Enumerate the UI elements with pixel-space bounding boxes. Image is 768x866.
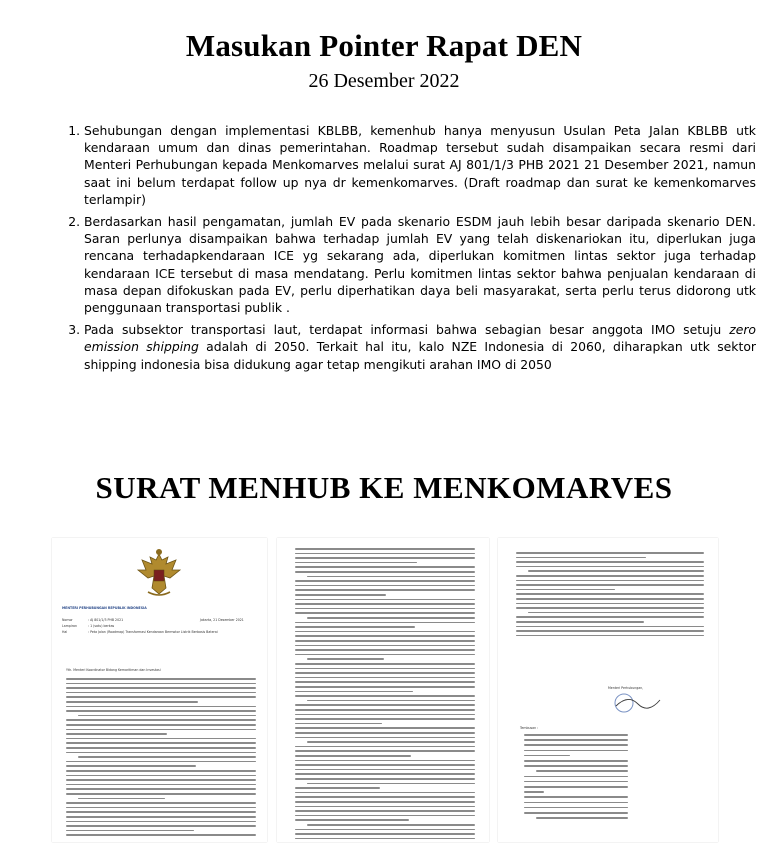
text-line — [295, 769, 475, 771]
text-line — [516, 607, 704, 609]
text-line — [307, 700, 475, 702]
text-line — [524, 786, 628, 788]
list-item-text: Berdasarkan hasil pengamatan, jumlah EV pada skenario ESDM jauh lebih besar daripada skenario DEN. Saran perlunya disampaikan bahwa terhadap jumlah EV yang telah diskenariokan itu, diperlukan juga rencana terhadapkendaraan ICE yg sekarang ada, diperlukan komitmen lintas sektor juga terhadap kendaraan ICE tersebut di masa mendatang. Perlu komitmen lintas sektor bahwa penjualan kendaraan di masa depan difokuskan pada EV, perlu diperhatikan daya beli masyarakat, serta perlu terus didorong utk penggunaan transportasi publik . — [84, 214, 756, 316]
text-line — [295, 819, 409, 821]
text-line — [516, 575, 704, 577]
number-label: Nomor — [62, 618, 73, 622]
text-line — [524, 776, 628, 778]
text-line — [66, 687, 256, 689]
text-line — [295, 681, 475, 683]
text-line — [295, 557, 475, 559]
text-line — [66, 696, 256, 698]
text-line — [516, 616, 704, 618]
text-line — [66, 811, 256, 813]
text-line — [295, 709, 475, 711]
signature-label: Menteri Perhubungan, — [608, 686, 644, 690]
text-line — [295, 654, 475, 656]
text-line — [295, 838, 475, 840]
text-line — [307, 576, 475, 578]
text-line — [295, 677, 475, 679]
text-line — [66, 775, 256, 777]
text-line — [66, 779, 256, 781]
text-line — [66, 719, 256, 721]
city-date: Jakarta, 21 Desember 2021 — [200, 618, 244, 622]
text-line — [295, 833, 475, 835]
text-line — [66, 816, 256, 818]
text-line — [295, 562, 417, 564]
text-line — [295, 608, 475, 610]
text-line — [295, 686, 475, 688]
text-line — [295, 755, 411, 757]
recipient: Yth. Menteri Koordinator Bidang Kemaritiman dan Investasi — [66, 668, 161, 672]
text-line — [295, 622, 475, 624]
text-line — [66, 683, 256, 685]
text-line — [66, 834, 256, 836]
text-line — [295, 626, 415, 628]
list-item-text: adalah di 2050. Terkait hal itu, kalo NZE Indonesia di 2060, diharapkan utk sektor shipping indonesia bisa didukung agar tetap mengikuti arahan IMO di 2050 — [84, 339, 756, 372]
text-line — [295, 815, 475, 817]
text-line — [524, 734, 628, 736]
text-line — [66, 692, 256, 694]
italic-phrase: zero emission shipping — [84, 322, 756, 355]
text-line — [295, 589, 475, 591]
text-line — [66, 784, 256, 786]
list-item-text: Sehubungan dengan implementasi KBLBB, kemenhub hanya menyusun Usulan Peta Jalan KBLBB utk kendaraan umum dan dinas pemerintahan. Roadmap tersebut sudah disampaikan secara resmi dari Menteri Perhubungan kepada Menkomarves melalui surat AJ 801/1/3 PHB 2021 21 Desember 2021, namun saat ini belum terdapat follow up nya dr kemenkomarves. (Draft roadmap dan surat ke kemenkomarves terlampir) — [84, 123, 756, 207]
text-line — [516, 589, 615, 591]
text-line — [295, 718, 475, 720]
text-line — [524, 802, 628, 804]
text-line — [528, 570, 704, 572]
pointer-list — [54, 122, 756, 378]
lampiran-label: Lampiran — [62, 624, 78, 628]
text-line — [295, 737, 475, 739]
text-line — [66, 710, 256, 712]
text-line — [66, 678, 256, 680]
text-line — [295, 580, 475, 582]
text-line — [524, 750, 628, 752]
text-line — [295, 548, 475, 550]
text-line — [66, 793, 256, 795]
text-line — [66, 761, 256, 763]
text-line — [66, 733, 167, 735]
letter-page-1-thumbnail — [52, 538, 267, 842]
text-line — [516, 593, 704, 595]
section-title: SURAT MENHUB KE MENKOMARVES — [95, 470, 673, 505]
text-line — [295, 672, 475, 674]
text-line — [295, 599, 475, 601]
text-line — [295, 631, 475, 633]
text-line — [295, 806, 475, 808]
text-line — [295, 801, 475, 803]
text-line — [78, 715, 256, 717]
text-line — [295, 704, 475, 706]
hal-value: : Peta Jalan (Roadmap) Transformasi Kendaraan Bermotor Listrik Berbasis Baterai — [88, 630, 218, 634]
text-line — [516, 561, 704, 563]
text-line — [66, 807, 256, 809]
list-item-3 — [84, 321, 756, 373]
text-line — [295, 649, 475, 651]
text-line — [295, 594, 386, 596]
text-line — [66, 821, 256, 823]
text-line — [516, 621, 644, 623]
text-line — [524, 807, 628, 809]
text-line — [295, 787, 380, 789]
text-line — [295, 695, 475, 697]
text-line — [295, 732, 475, 734]
text-line — [66, 770, 256, 772]
text-line — [524, 760, 628, 762]
text-line — [295, 663, 475, 665]
text-line — [307, 824, 475, 826]
text-line — [295, 764, 475, 766]
text-line — [295, 760, 475, 762]
text-line — [516, 557, 646, 559]
text-line — [524, 781, 628, 783]
text-line — [295, 778, 475, 780]
text-line — [295, 723, 382, 725]
text-line — [516, 603, 704, 605]
text-line — [66, 802, 256, 804]
text-line — [524, 739, 628, 741]
list-item-1 — [84, 122, 756, 208]
text-line — [295, 714, 475, 716]
text-line — [516, 626, 704, 628]
letterhead-text: MENTERI PERHUBUNGAN REPUBLIK INDONESIA — [62, 606, 147, 610]
text-line — [307, 741, 475, 743]
text-line — [66, 825, 256, 827]
text-line — [524, 755, 570, 757]
text-line — [295, 746, 475, 748]
page-title: Masukan Pointer Rapat DEN — [185, 28, 583, 63]
number-value: : AJ 801/1/3 PHB 2021 — [88, 618, 124, 622]
letter-page-2-thumbnail — [277, 538, 489, 842]
list-item-2 — [84, 213, 756, 316]
text-line — [536, 817, 628, 819]
text-line — [66, 788, 256, 790]
text-line — [66, 706, 256, 708]
text-line — [295, 566, 475, 568]
text-line — [516, 552, 704, 554]
text-line — [295, 773, 475, 775]
text-line — [66, 724, 256, 726]
meeting-date: 26 Desember 2022 — [308, 70, 460, 92]
text-line — [66, 738, 256, 740]
text-line — [66, 747, 256, 749]
text-line — [295, 603, 475, 605]
text-line — [307, 658, 384, 660]
list-item-text: Pada subsektor transportasi laut, terdapat informasi bahwa sebagian besar anggota IMO setuju — [84, 322, 730, 338]
text-line — [66, 830, 194, 832]
text-line — [516, 584, 704, 586]
text-line — [295, 640, 475, 642]
text-line — [295, 750, 475, 752]
text-line — [66, 729, 256, 731]
text-line — [66, 752, 256, 754]
text-line — [528, 612, 704, 614]
text-line — [516, 630, 704, 632]
text-line — [516, 635, 704, 637]
text-line — [78, 756, 256, 758]
lampiran-value: : 1 (satu) berkas — [88, 624, 115, 628]
text-line — [295, 691, 413, 693]
text-line — [295, 668, 475, 670]
text-line — [295, 612, 475, 614]
text-line — [66, 765, 196, 767]
text-line — [524, 765, 628, 767]
text-line — [516, 580, 704, 582]
text-line — [295, 792, 475, 794]
text-line — [295, 796, 475, 798]
text-line — [524, 796, 628, 798]
signature-mark-icon — [610, 692, 670, 714]
letter-page-3-thumbnail — [498, 538, 718, 842]
tembusan-label: Tembusan : — [520, 726, 539, 730]
text-line — [295, 810, 475, 812]
text-line — [307, 783, 475, 785]
text-line — [536, 770, 628, 772]
text-line — [295, 635, 475, 637]
text-line — [66, 701, 198, 703]
text-line — [78, 798, 165, 800]
text-line — [295, 727, 475, 729]
text-line — [307, 617, 475, 619]
hal-label: Hal — [62, 630, 68, 634]
text-line — [295, 553, 475, 555]
text-line — [66, 742, 256, 744]
garuda-emblem-icon — [136, 548, 182, 598]
text-line — [516, 598, 704, 600]
text-line — [516, 566, 704, 568]
text-line — [295, 571, 475, 573]
text-line — [295, 585, 475, 587]
text-line — [295, 829, 475, 831]
text-line — [524, 791, 544, 793]
text-line — [295, 645, 475, 647]
text-line — [524, 812, 628, 814]
text-line — [524, 744, 628, 746]
